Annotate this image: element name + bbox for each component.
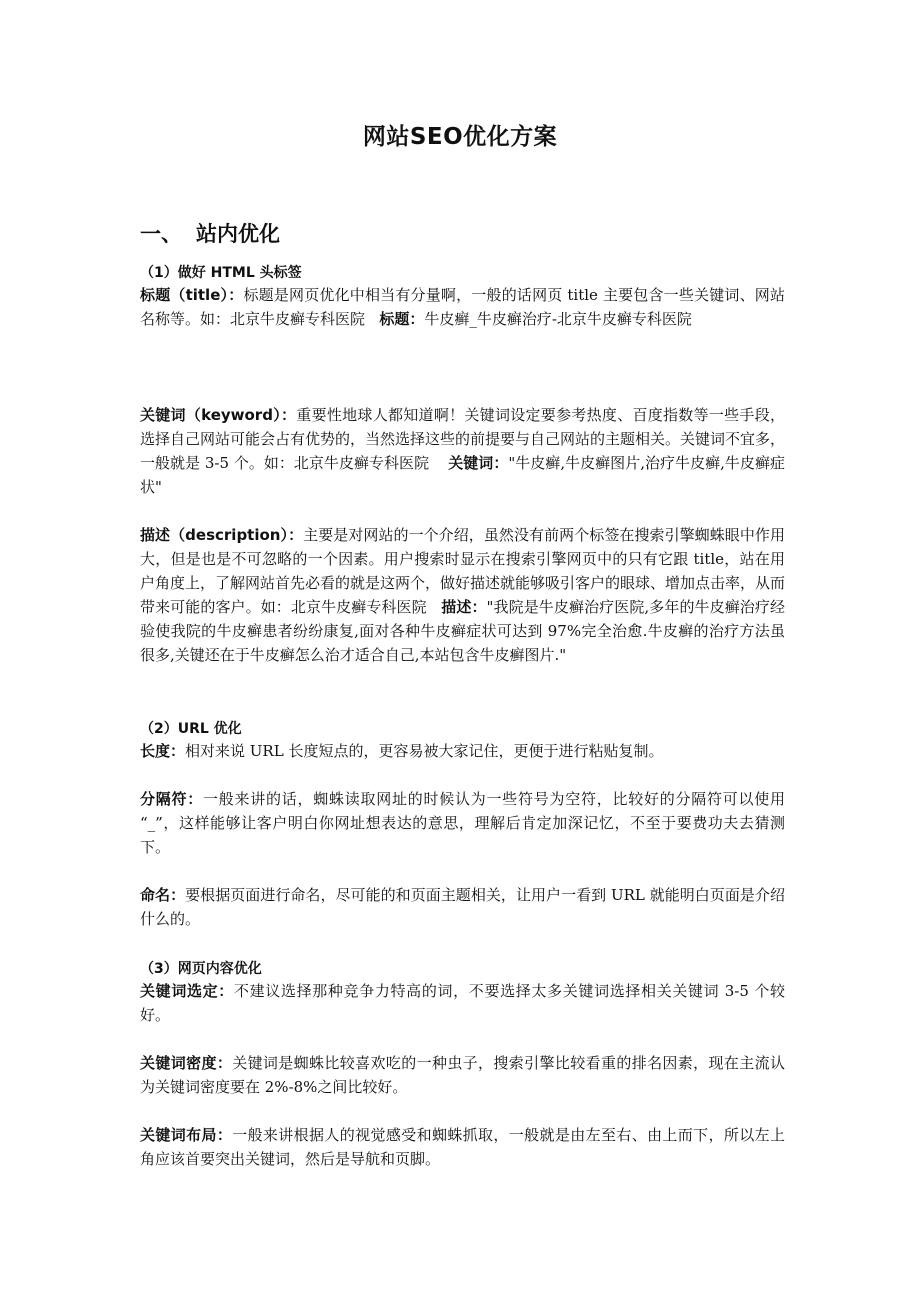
- subheading-url: （2）URL 优化: [140, 721, 242, 737]
- label-kw-density: 关键词密度：: [140, 1054, 233, 1072]
- section-number: 一、: [140, 222, 182, 246]
- paragraph-keyword-selection: [140, 979, 785, 1027]
- label-keyword: 关键词（keyword）：: [140, 406, 297, 424]
- text-kw-layout: 一般来讲根据人的视觉感受和蜘蛛抓取，一般就是由左至右、由上而下，所以左上角应该首要突出关键词，然后是导航和页脚。: [140, 1126, 785, 1168]
- example-label-description: 描述：: [441, 598, 487, 616]
- label-kw-layout: 关键词布局：: [140, 1126, 233, 1144]
- example-label-keyword: 关键词：: [448, 454, 509, 472]
- text-keyword: 重要性地球人都知道啊！关键词设定要参考热度、百度指数等一些手段，选择自己网站可能会占有优势的，当然选择这些的前提要与自己网站的主题相关。关键词不宜多，一般就是 3-5 个。如：北京牛皮癣专科医院: [140, 406, 786, 472]
- text-kw-select: 不建议选择那种竞争力特高的词，不要选择太多关键词选择相关关键词 3-5 个较好。: [140, 982, 785, 1024]
- paragraph-title-tag: [140, 283, 785, 331]
- text-title: 标题是网页优化中相当有分量啊，一般的话网页 title 主要包含一些关键词、网站名称等。如：北京牛皮癣专科医院: [140, 286, 785, 328]
- paragraph-keyword-tag: [140, 403, 785, 499]
- label-title: 标题（title）：: [140, 286, 244, 304]
- section-title: 站内优化: [196, 222, 280, 246]
- paragraph-url-length: [140, 739, 785, 763]
- label-kw-select: 关键词选定：: [140, 982, 234, 1000]
- example-description: "我院是牛皮癣治疗医院,多年的牛皮癣治疗经验使我院的牛皮癣患者纷纷康复,面对各种牛皮癣症状可达到 97%完全治愈.牛皮癣的治疗方法虽很多,关键还在于牛皮癣怎么治才适合自己,本站包含牛皮癣图片.": [140, 598, 785, 664]
- text-description: 主要是对网站的一个介绍，虽然没有前两个标签在搜索引擎蜘蛛眼中作用大，但是也是不可忽略的一个因素。用户搜索时显示在搜索引擎网页中的只有它跟 title，站在用户角度上，了解网站首先必看的就是这两个，做好描述就能够吸引客户的眼球、增加点击率，从而带来可能的客户。如：北京牛皮癣专科医院: [140, 526, 786, 616]
- text-naming: 要根据页面进行命名，尽可能的和页面主题相关，让用户一看到 URL 就能明白页面是介绍什么的。: [140, 886, 785, 928]
- label-description: 描述（description）：: [140, 526, 304, 544]
- example-label-title: 标题：: [379, 310, 425, 328]
- example-title: 牛皮癣_牛皮癣治疗-北京牛皮癣专科医院: [424, 310, 692, 328]
- paragraph-url-naming: [140, 883, 785, 931]
- example-keyword: "牛皮癣,牛皮癣图片,治疗牛皮癣,牛皮癣症状": [140, 454, 785, 496]
- subheading-html-tags: （1）做好 HTML 头标签: [140, 265, 302, 281]
- paragraph-url-separator: [140, 787, 785, 859]
- text-separator: 一般来讲的话，蜘蛛读取网址的时候认为一些符号为空符，比较好的分隔符可以使用 “_”，这样能够让客户明白你网址想表达的意思，理解后肯定加深记忆，不至于要费功夫去猜测下。: [140, 790, 785, 856]
- page-title: 网站SEO优化方案: [362, 124, 558, 150]
- label-length: 长度：: [140, 742, 186, 760]
- text-length: 相对来说 URL 长度短点的，更容易被大家记住，更便于进行粘贴复制。: [185, 742, 664, 760]
- subheading-content: （3）网页内容优化: [140, 961, 262, 977]
- section-heading-onsite: [140, 218, 280, 248]
- paragraph-description-tag: [140, 523, 785, 667]
- text-kw-density: 关键词是蜘蛛比较喜欢吃的一种虫子，搜索引擎比较看重的排名因素，现在主流认为关键词密度要在 2%-8%之间比较好。: [140, 1054, 785, 1096]
- paragraph-keyword-layout: [140, 1123, 785, 1171]
- label-separator: 分隔符：: [140, 790, 203, 808]
- paragraph-keyword-density: [140, 1051, 785, 1099]
- label-naming: 命名：: [140, 886, 186, 904]
